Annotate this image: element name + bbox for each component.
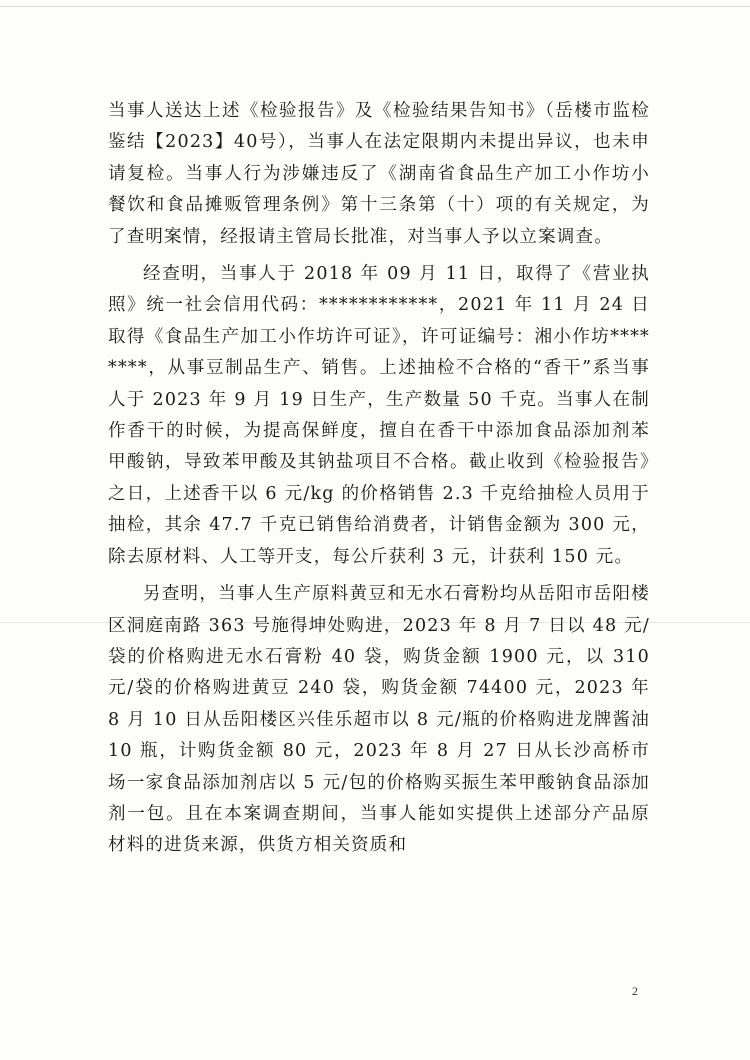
paragraph-3: 另查明，当事人生产原料黄豆和无水石膏粉均从岳阳市岳阳楼区洞庭南路 363 号施得坤处购进，2023 年 8 月 7 日以 48 元/袋的价格购进无水石膏粉 40 袋，购货金额 1900 元，以 310 元/袋的价格购进黄豆 240 袋，购货金额 74400 元，2023 年 8 月 10 日从岳阳楼区兴佳乐超市以 8 元/瓶的价格购进龙牌酱油 10 瓶，计购货金额 80 元，2023 年 8 月 27 日从长沙高桥市场一家食品添加剂店以 5 元/包的价格购买振生苯甲酸钠食品添加剂一包。且在本案调查期间，当事人能如实提供上述部分产品原材料的进货来源，供货方相关资质和 <box>108 584 650 856</box>
scan-edge-line <box>0 6 750 7</box>
paragraph-2: 经查明，当事人于 2018 年 09 月 11 日，取得了《营业执照》统一社会信用代码：************，2021 年 11 月 24 日取得《食品生产加工小作坊许可证》，许可证编号：湘小作坊********，从事豆制品生产、销售。上述抽检不合格的“香干”系当事人于 2023 年 9 月 19 日生产，生产数量 50 千克。当事人在制作香干的时候，为提高保鲜度，擅自在香干中添加食品添加剂苯甲酸钠，导致苯甲酸及其钠盐项目不合格。截止收到《检验报告》之日，上述香干以 6 元/kg 的价格销售 2.3 千克给抽检人员用于抽检，其余 47.7 千克已销售给消费者，计销售金额为 300 元，除去原材料、人工等开支，每公斤获利 3 元，计获利 150 元。 <box>108 264 650 567</box>
document-body <box>108 96 650 862</box>
paragraph-1: 当事人送达上述《检验报告》及《检验结果告知书》（岳楼市监检鉴结【2023】40号），当事人在法定限期内未提出异议，也未申请复检。当事人行为涉嫌违反了《湖南省食品生产加工小作坊小餐饮和食品摊贩管理条例》第十三条第（十）项的有关规定，为了查明案情，经报请主管局长批准，对当事人予以立案调查。 <box>108 101 650 247</box>
page-number: 2 <box>632 984 638 998</box>
